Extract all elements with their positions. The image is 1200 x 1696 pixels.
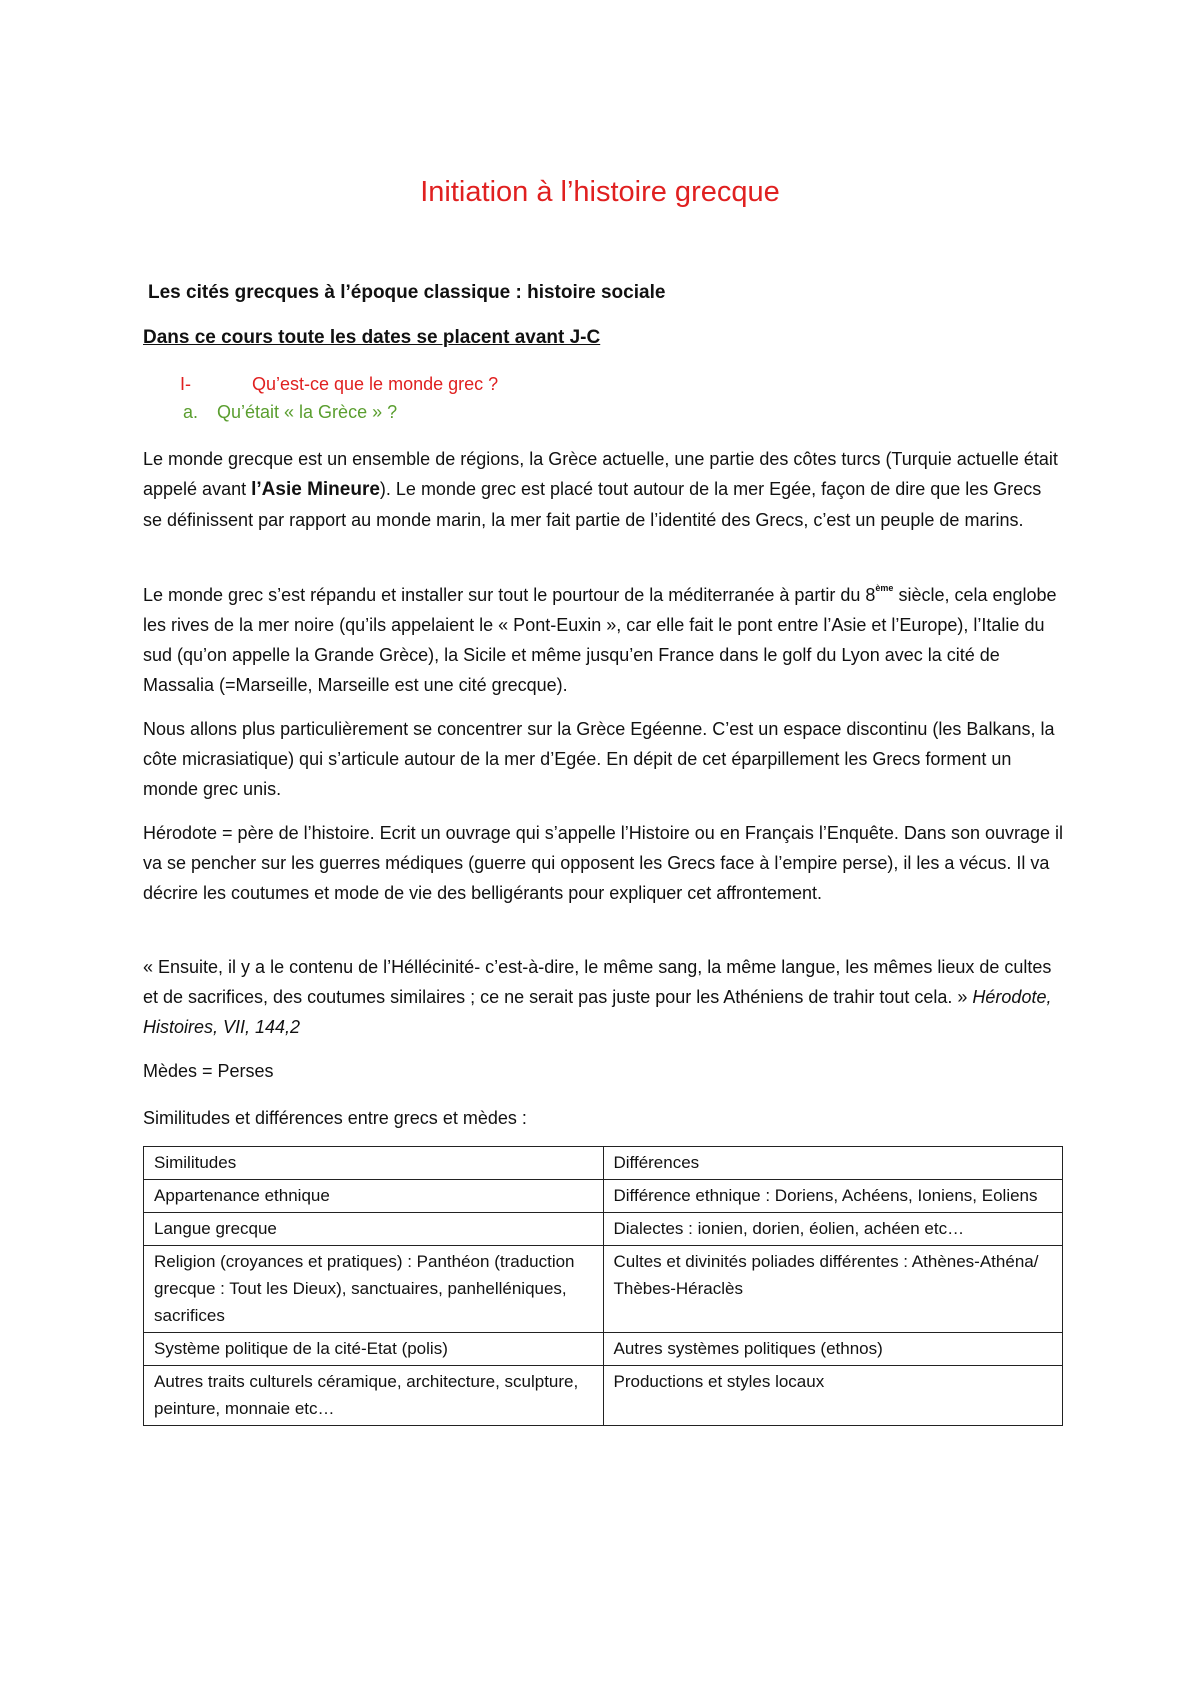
- paragraph-text: Hérodote = père de l’histoire. Ecrit un ouvrage qui s’appelle l’Histoire ou en Français l’Enquête. Dans son ouvrage il va se pencher sur les guerres médiques (guerre qui opposent les Grecs face à l’empire perse), il les a vécus. Il va décrire les coutumes et mode de vie des belligérants pour expliquer cet affrontement.: [143, 823, 1064, 903]
- paragraph-text: Nous allons plus particulièrement se concentrer sur la Grèce Egéenne. C’est un espace discontinu (les Balkans, la côte micrasiatique) qui s’articule autour de la mer d’Egée. En dépit de cet éparpillement les Grecs forment un monde grec unis.: [143, 719, 1055, 799]
- paragraph-text: ). Le monde grec est placé tout autour de la mer Egée, façon de dire que les Grecs se définissent par rapport au monde marin, la mer fait partie de l’identité des Grecs, c’est un peuple de marins.: [143, 479, 1042, 530]
- table-row: [144, 1213, 1063, 1246]
- section-title: Qu’est-ce que le monde grec ?: [252, 374, 499, 394]
- document-title: Initiation à l’histoire grecque: [420, 176, 780, 208]
- quote-text: « Ensuite, il y a le contenu de l’Héllécinité- c’est-à-dire, le même sang, la même langue, les mêmes lieux de cultes et de sacrifices, des coutumes similaires ; ce ne serait pas juste pour les Athéniens de trahir tout cela. »: [143, 957, 1052, 1007]
- paragraph-medes: [143, 1056, 1063, 1086]
- paragraph-herodotus: [143, 818, 1063, 908]
- paragraph-text: Mèdes = Perses: [143, 1061, 274, 1081]
- section-heading-1: [180, 374, 498, 395]
- paragraph-text: Le monde grecque est un ensemble de régions, la Grèce actuelle, une partie des côtes turcs (Turquie actuelle était appelé avant: [143, 449, 1058, 499]
- table-cell: Langue grecque: [144, 1213, 604, 1246]
- table-cell: Dialectes : ionien, dorien, éolien, achéen etc…: [603, 1213, 1063, 1246]
- table-header-cell: Différences: [603, 1147, 1063, 1180]
- table-caption: [143, 1103, 1063, 1133]
- paragraph-text: Le monde grec s’est répandu et installer sur tout le pourtour de la méditerranée à partir du 8: [143, 585, 876, 605]
- comparison-table: [143, 1146, 1063, 1426]
- paragraph-aegean: [143, 714, 1063, 804]
- subsection-number: a.: [183, 402, 199, 422]
- table-row: [144, 1366, 1063, 1426]
- paragraph-quote: [143, 952, 1063, 1042]
- table-header-row: [144, 1147, 1063, 1180]
- subsection-heading-a: [183, 402, 397, 423]
- table-cell: Productions et styles locaux: [603, 1366, 1063, 1426]
- table-cell: Autres systèmes politiques (ethnos): [603, 1333, 1063, 1366]
- subsection-title: Qu’était « la Grèce » ?: [217, 402, 398, 422]
- table-cell: Appartenance ethnique: [144, 1180, 604, 1213]
- table-cell: Cultes et divinités poliades différentes : Athènes-Athéna/ Thèbes-Héraclès: [603, 1246, 1063, 1333]
- dates-note: Dans ce cours toute les dates se placent avant J-C: [143, 327, 601, 348]
- course-subtitle: Les cités grecques à l’époque classique : histoire sociale: [148, 282, 666, 303]
- table-cell: Différence ethnique : Doriens, Achéens, Ioniens, Eoliens: [603, 1180, 1063, 1213]
- table-cell: Système politique de la cité-Etat (polis): [144, 1333, 604, 1366]
- table-row: [144, 1180, 1063, 1213]
- table-cell: Religion (croyances et pratiques) : Panthéon (traduction grecque : Tout les Dieux), sanctuaires, panhelléniques, sacrifices: [144, 1246, 604, 1333]
- table-row: [144, 1246, 1063, 1333]
- table-header-cell: Similitudes: [144, 1147, 604, 1180]
- paragraph-expansion: [143, 580, 1063, 700]
- paragraph-text: siècle, cela englobe les rives de la mer noire (qu’ils appelaient le « Pont-Euxin », car elle fait le pont entre l’Asie et l’Europe), l’Italie du sud (qu’on appelle la Grande Grèce), la Sicile et même jusqu’en France dans le golf du Lyon avec la cité de Massalia (=Marseille, Marseille est une cité grecque).: [143, 585, 1057, 695]
- paragraph-greek-world: [143, 444, 1063, 535]
- asia-minor-term: l’Asie Mineure: [251, 479, 380, 500]
- century-superscript: ème: [875, 583, 894, 593]
- table-cell: Autres traits culturels céramique, architecture, sculpture, peinture, monnaie etc…: [144, 1366, 604, 1426]
- paragraph-text: Similitudes et différences entre grecs et mèdes :: [143, 1108, 527, 1128]
- section-number: I-: [180, 374, 191, 394]
- quote-citation: Hérodote, Histoires, VII, 144,2: [143, 987, 1052, 1037]
- table-row: [144, 1333, 1063, 1366]
